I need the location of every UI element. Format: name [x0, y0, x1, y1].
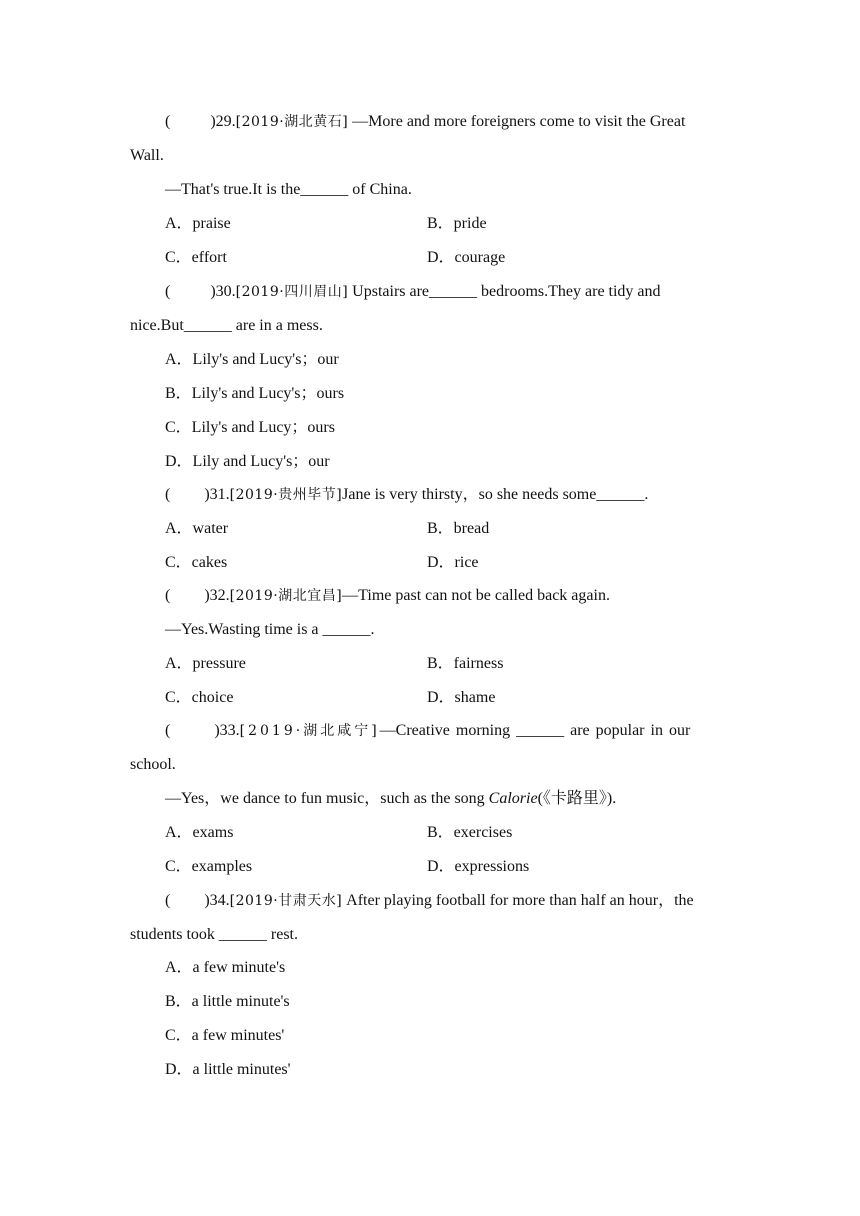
question-31-option-a: A．water — [165, 520, 229, 537]
question-32-option-a: A．pressure — [165, 655, 246, 672]
question-32-stem: ( )32.[2019·湖北宜昌]—Time past can not be called back again. — [165, 587, 610, 604]
question-33-option-a: A．exams — [165, 824, 234, 841]
question-32-option-c: C．choice — [165, 689, 234, 706]
question-34-option-b: B．a little minute's — [165, 993, 290, 1010]
question-32-source: [2019·湖北宜昌] — [229, 588, 343, 604]
question-31-option-d: D．rice — [427, 554, 479, 571]
question-34-option-d: D．a little minutes' — [165, 1061, 291, 1078]
question-34-stem-cont: students took ______ rest. — [130, 926, 298, 943]
question-29-option-b: B．pride — [427, 215, 487, 232]
question-30-option-a: A．Lily's and Lucy's；our — [165, 351, 339, 368]
question-31-stem: ( )31.[2019·贵州毕节]Jane is very thirsty，so she needs some______. — [165, 486, 649, 503]
question-33-stem-cont: school. — [130, 756, 176, 773]
question-31-option-b: B．bread — [427, 520, 490, 537]
question-29-reply: —That's true.It is the______ of China. — [165, 181, 412, 198]
question-32-option-b: B．fairness — [427, 655, 504, 672]
question-33-option-b: B．exercises — [427, 824, 513, 841]
question-29-option-d: D．courage — [427, 249, 506, 266]
question-29-source: [2019·湖北黄石] — [235, 114, 349, 130]
question-34-option-c: C．a few minutes' — [165, 1027, 285, 1044]
question-33-source: [2019·湖北咸宁] — [239, 723, 380, 739]
question-34-source: [2019·甘肃天水] — [229, 893, 343, 909]
question-30-source: [2019·四川眉山] — [235, 284, 349, 300]
question-31-source: [2019·贵州毕节] — [229, 487, 343, 503]
question-33-option-c: C．examples — [165, 858, 253, 875]
question-33-option-d: D．expressions — [427, 858, 530, 875]
question-31-option-c: C．cakes — [165, 554, 228, 571]
question-34-stem: ( )34.[2019·甘肃天水] After playing football for more than half an hour，the — [165, 892, 694, 909]
question-32-reply: —Yes.Wasting time is a ______. — [165, 621, 375, 638]
question-32-option-d: D．shame — [427, 689, 496, 706]
question-29-option-c: C．effort — [165, 249, 227, 266]
question-29-stem-cont: Wall. — [130, 147, 164, 164]
question-30-option-b: B．Lily's and Lucy's；ours — [165, 385, 345, 402]
question-30-option-c: C．Lily's and Lucy；ours — [165, 419, 335, 436]
question-30-stem: ( )30.[2019·四川眉山] Upstairs are______ bedrooms.They are tidy and — [165, 283, 661, 300]
question-29-option-a: A．praise — [165, 215, 231, 232]
question-33-stem: ( )33.[2019·湖北咸宁]—Creative morning ______ are popular in our — [165, 722, 691, 739]
question-30-stem-cont: nice.But______ are in a mess. — [130, 317, 323, 334]
question-29-stem: ( )29.[2019·湖北黄石] —More and more foreigners come to visit the Great — [165, 113, 686, 130]
question-30-option-d: D．Lily and Lucy's；our — [165, 453, 330, 470]
question-34-option-a: A．a few minute's — [165, 959, 286, 976]
question-33-reply: —Yes，we dance to fun music，such as the song Calorie(《卡路里》). — [165, 790, 617, 807]
